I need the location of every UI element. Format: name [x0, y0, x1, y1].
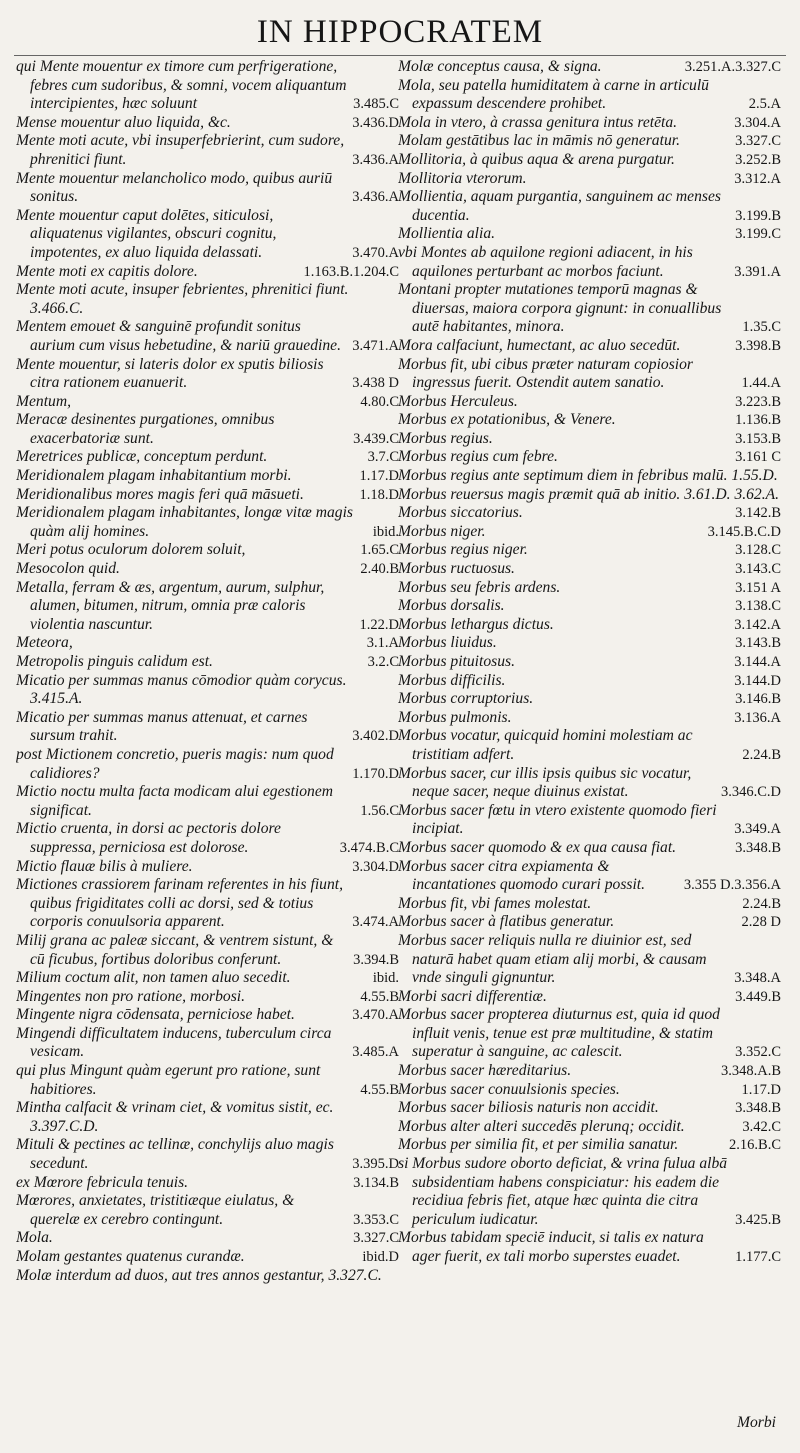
index-entry [398, 1099, 781, 1118]
entry-text: Meteora, [16, 634, 73, 652]
index-entry [16, 486, 399, 505]
index-entry [398, 765, 781, 802]
entry-reference: 3.391.A [734, 263, 781, 280]
entry-text: Meridionalem plagam inhabitantes, longæ vitæ magis quàm alij homines. [16, 504, 353, 540]
entry-reference: 3.1.A [366, 635, 399, 652]
entry-reference: 3.144.A [734, 654, 781, 670]
index-entry [16, 411, 399, 448]
index-entry [398, 523, 781, 542]
entry-text: Mituli & pectines ac tellinæ, conchylijs aluo magis secedunt. [16, 1136, 334, 1173]
entry-reference: 2.28 D [741, 914, 781, 931]
entry-reference: 3.394.B [353, 951, 399, 968]
entry-text: Morbus Herculeus. [398, 392, 518, 410]
entry-reference: 3.348.A [734, 970, 781, 987]
entry-text: Mentum, [16, 392, 71, 410]
index-entry [398, 839, 781, 858]
index-entry [398, 486, 781, 505]
entry-text: Morbus sacer hæreditarius. [398, 1062, 572, 1080]
entry-reference: 3.327.C [735, 133, 781, 150]
entry-reference: 3.304.D [352, 858, 399, 875]
index-entry [16, 783, 399, 820]
entry-text: Mintha calfacit & vrinam ciet, & vomitus sistit, ec. 3.397.C.D. [16, 1099, 334, 1135]
entry-reference: 4.55.B [360, 988, 399, 1005]
entry-reference: 3.199.C [735, 226, 781, 243]
index-entry [398, 1229, 781, 1266]
entry-text: Morbus sacer à flatibus generatur. [398, 913, 615, 931]
entry-text: vbi Montes ab aquilone regioni adiacent, in his aquilones perturbant ac morbos faciunt. [398, 243, 693, 280]
entry-reference: 3.151 A [735, 579, 781, 596]
entry-text: Morbus reuersus magis præmit quā ab initio. 3.61.D. 3.62.A. [398, 485, 780, 503]
entry-text: Mingente nigra cōdensata, perniciose habet. [16, 1006, 295, 1024]
page-title: IN HIPPOCRATEM [256, 14, 544, 50]
entry-text: Morbi sacri differentiæ. [398, 987, 547, 1005]
entry-reference: 1.170.D [352, 765, 399, 782]
entry-reference: 2.24.B [742, 895, 781, 912]
entry-text: Mola in vtero, à crassa genitura intus retēta. [398, 113, 678, 131]
entry-reference: ibid. [372, 970, 399, 987]
entry-text: Molam gestātibus lac in māmis nō generatur. [398, 132, 680, 150]
entry-reference: 2.5.A [748, 96, 781, 113]
index-entry [398, 356, 781, 393]
entry-reference: 3.304.A [734, 114, 781, 131]
entry-reference: 1.17.D [741, 1081, 781, 1098]
index-entry [16, 318, 399, 355]
index-entry [16, 504, 399, 541]
entry-text: Morbus corruptorius. [398, 690, 534, 708]
entry-text: Mictio cruenta, in dorsi ac pectoris dolore suppressa, perniciosa est dolorose. [16, 820, 281, 856]
entry-text: Morbus regius niger. [398, 541, 528, 559]
entry-reference: 3.223.B [735, 393, 781, 410]
entry-reference: 3.134.B [353, 1174, 399, 1191]
entry-reference: 3.146.B [735, 691, 781, 708]
entry-text: Morbus ex potationibus, & Venere. [398, 411, 616, 429]
entry-text: Morbus regius. [398, 429, 493, 447]
index-entry [16, 1192, 399, 1229]
index-entry [16, 1099, 399, 1136]
entry-reference: 3.398.B [735, 337, 781, 354]
index-entry [398, 411, 781, 430]
index-entry [398, 895, 781, 914]
index-entry [398, 579, 781, 598]
entry-reference: 3.353.C [353, 1211, 399, 1228]
entry-reference: 1.56.C [360, 802, 399, 819]
entry-reference: 3.425.B [735, 1211, 781, 1228]
entry-text: ex Mœrore febricula tenuis. [16, 1173, 189, 1191]
entry-text: Micatio per summas manus cōmodior quàm corycus. 3.415.A. [16, 671, 347, 708]
index-entry [398, 337, 781, 356]
entry-text: Molam gestantes quatenus curandæ. [16, 1248, 245, 1265]
index-entry [398, 504, 781, 523]
entry-text: si Morbus sudore oborto deficiat, & vrina fulua albā subsidentiam habens conspiciatur: his eadem die recidiua febris fiet, atque hæc quinta die citra periculum iudicatur. [398, 1155, 728, 1228]
entry-text: Morbus sacer reliquis nulla re diuinior est, sed naturā habet quam etiam alij morbi, & causam vnde singuli gignuntur. [398, 931, 707, 987]
index-entry [16, 263, 399, 282]
index-entry [16, 132, 399, 169]
entry-text: Mola. [16, 1229, 53, 1247]
entry-text: Morbus regius cum febre. [398, 448, 558, 466]
index-entry [16, 1136, 399, 1173]
entry-reference: 4.80.C [360, 393, 399, 410]
entry-reference: 1.136.B [735, 412, 781, 429]
index-entry [398, 597, 781, 616]
entry-text: Metalla, ferram & æs, argentum, aurum, sulphur, alumen, bitumen, nitrum, omnia præ caloris violentia nascuntur. [16, 578, 325, 633]
entry-text: Mense mouentur aluo liquida, &c. [16, 113, 231, 131]
index-entry [398, 988, 781, 1007]
entry-reference: 3.348.B [735, 839, 781, 856]
entry-text: Morbus pulmonis. [398, 708, 512, 726]
index-column-right [398, 58, 781, 1438]
index-entry [398, 114, 781, 133]
entry-reference: 3.143.C [735, 561, 781, 578]
entry-reference: 3.153.B [735, 430, 781, 447]
entry-reference: 3.143.B [735, 635, 781, 652]
index-column-left [16, 58, 399, 1438]
index-entry [16, 876, 399, 932]
index-entry [16, 207, 399, 263]
entry-text: Metropolis pinguis calidum est. [16, 653, 213, 670]
index-entry [16, 672, 399, 709]
entry-text: Mente moti acute, vbi insuperfebrierint, cum sudore, phrenitici fiunt. [16, 132, 345, 168]
index-entry [398, 913, 781, 932]
entry-text: Morbus sacer biliosis naturis non accidit. [398, 1099, 659, 1117]
entry-text: Meridionalem plagam inhabitantium morbi. [16, 467, 292, 485]
index-entry [398, 709, 781, 728]
index-entry [16, 1267, 399, 1286]
entry-reference: 3.471.A [352, 337, 399, 354]
entry-text: Micatio per summas manus attenuat, et carnes sursum trahit. [16, 708, 308, 745]
entry-text: Mingentes non pro ratione, morbosi. [16, 987, 245, 1005]
entry-text: Molæ conceptus causa, & signa. [398, 58, 602, 75]
entry-reference: 1.65.C [360, 542, 399, 559]
entry-text: Mente mouentur melancholico modo, quibus auriū sonitus. [16, 169, 333, 206]
entry-text: Morbus alter alteri succedēs plerunq; occidit. [398, 1117, 685, 1135]
entry-text: Mingendi difficultatem inducens, tuberculum circa vesicam. [16, 1024, 332, 1061]
index-entry [398, 132, 781, 151]
entry-reference: 1.177.C [735, 1249, 781, 1265]
entry-text: Meridionalibus mores magis feri quā māsueti. [16, 485, 304, 503]
entry-reference: 3.436.A [352, 189, 399, 206]
index-entry [16, 746, 399, 783]
index-entry [16, 932, 399, 969]
index-entry [398, 393, 781, 412]
entry-reference: 3.449.B [735, 988, 781, 1005]
index-entry [16, 560, 399, 579]
entry-text: Mollientia alia. [398, 225, 496, 243]
index-entry [398, 467, 781, 486]
entry-reference: 3.474.B.C [339, 839, 399, 856]
entry-reference: ibid. [372, 523, 399, 540]
index-entry [398, 690, 781, 709]
entry-text: Mola, seu patella humiditatem à carne in articulū expassum descendere prohibet. [398, 76, 709, 113]
index-entry [16, 1229, 399, 1248]
entry-reference: 3.144.D [734, 672, 781, 689]
entry-text: Milium coctum alit, non tamen aluo secedit. [16, 969, 291, 987]
header-rule [14, 55, 786, 56]
index-entry [16, 114, 399, 133]
entry-text: Morbus vocatur, quicquid homini molestiam ac tristitiam adfert. [398, 727, 693, 763]
index-entry [398, 802, 781, 839]
entry-reference: 3.348.B [735, 1100, 781, 1117]
entry-reference: 4.55.B [360, 1081, 399, 1098]
entry-reference: 3.7.C [367, 449, 399, 466]
entry-text: post Mictionem concretio, pueris magis: num quod calidiores? [16, 745, 334, 782]
entry-text: Morbus sacer propterea diuturnus est, quia id quod influit venis, tenue est præ multitudine, & statim superatur à sanguine, ac calescit. [398, 1006, 720, 1061]
entry-reference: 3.327.C [353, 1230, 399, 1247]
entry-text: Morbus difficilis. [398, 671, 506, 689]
index-entry [16, 653, 399, 672]
entry-text: Morbus siccatorius. [398, 504, 523, 522]
index-entry [398, 616, 781, 635]
entry-reference: 3.199.B [735, 207, 781, 224]
entry-reference: 3.470.A [352, 1007, 399, 1024]
index-entry [398, 541, 781, 560]
entry-reference: 3.142.A [734, 616, 781, 633]
entry-reference: 3.438 D [352, 375, 399, 392]
entry-reference: 3.161 C [735, 449, 781, 466]
index-entry [398, 1155, 781, 1229]
index-entry [16, 1062, 399, 1099]
entry-reference: 3.352.C [735, 1044, 781, 1061]
entry-reference: 3.252.B [735, 151, 781, 168]
entry-reference: 1.163.B.1.204.C [303, 263, 399, 280]
index-entry [16, 170, 399, 207]
entry-reference: 1.44.A [741, 375, 781, 392]
entry-text: Mictio noctu multa facta modicam alui egestionem significat. [16, 783, 334, 819]
entry-reference: 3.145.B.C.D [707, 523, 781, 540]
entry-reference: 3.436.A [352, 151, 399, 168]
entry-text: Morbus lethargus dictus. [398, 615, 554, 633]
index-entry [398, 653, 781, 672]
entry-text: Morbus regius ante septimum diem in febribus malū. 1.55.D. [398, 467, 778, 485]
entry-text: Morbus fit, ubi cibus præter naturam copiosior ingressus fuerit. Ostendit autem sanatio. [398, 355, 693, 392]
entry-reference: 3.485.A [352, 1044, 399, 1061]
index-entry [398, 151, 781, 170]
entry-text: Morbus dorsalis. [398, 597, 505, 615]
index-entry [16, 1248, 399, 1267]
index-entry [16, 858, 399, 877]
entry-text: Morbus niger. [398, 522, 486, 540]
entry-reference: 3.251.A.3.327.C [684, 59, 781, 75]
index-entry [398, 858, 781, 895]
entry-text: Morbus sacer citra expiamenta & incantationes quomodo curari possit. [398, 857, 646, 894]
index-entry [398, 1006, 781, 1062]
entry-text: Mora calfaciunt, humectant, ac aluo secedūt. [398, 336, 681, 354]
entry-reference: 3.346.C.D [720, 784, 781, 801]
entry-text: qui Mente mouentur ex timore cum perfrigeratione, febres cum sudoribus, & somni, vocem aliquantum intercipientes, hæc soluunt [16, 58, 347, 113]
index-entry [398, 1062, 781, 1081]
entry-text: Mente mouentur caput dolētes, siticulosi, aliquatenus vigilantes, obscuri cognitu, impotentes, ex aluo liquida delassati. [16, 206, 277, 261]
entry-reference: 2.40.B [360, 561, 399, 578]
index-entry [16, 988, 399, 1007]
catchword: Morbi [737, 1414, 776, 1431]
entry-text: Morbus sacer fœtu in vtero existente quomodo fieri incipiat. [398, 801, 717, 838]
index-entry [398, 77, 781, 114]
index-entry [398, 672, 781, 691]
entry-text: Morbus ructuosus. [398, 560, 515, 578]
index-entry [398, 188, 781, 225]
entry-reference: 3.348.A.B [720, 1063, 781, 1080]
entry-text: Mente moti acute, insuper febrientes, phrenitici fiunt. 3.466.C. [16, 281, 349, 317]
entry-reference: 3.349.A [734, 821, 781, 838]
index-entry [398, 170, 781, 189]
entry-text: Morbus fit, vbi fames molestat. [398, 894, 592, 912]
entry-text: Mentem emouet & sanguinē profundit sonitus aurium cum visus hebetudine, & nariū grauedine. [16, 318, 341, 354]
index-entry [398, 1118, 781, 1137]
entry-text: Montani propter mutationes temporū magnas & diuersas, maiora corpora gignunt: in conuallibus autē habitantes, minora. [398, 281, 722, 336]
entry-text: Morbus sacer conuulsionis species. [398, 1080, 620, 1098]
index-entry [398, 560, 781, 579]
entry-reference: 1.22.D [359, 616, 399, 633]
index-entry [16, 634, 399, 653]
entry-text: Meri potus oculorum dolorem soluit, [16, 541, 246, 559]
entry-reference: 3.436.D [352, 114, 399, 131]
index-entry [16, 448, 399, 467]
entry-text: Mollientia, aquam purgantia, sanguinem ac menses ducentia. [398, 188, 721, 224]
index-entry [16, 393, 399, 412]
index-entry [398, 58, 781, 77]
entry-reference: 3.42.C [742, 1118, 781, 1135]
entry-reference: 3.485.C [353, 96, 399, 113]
entry-text: Mollitoria, à quibus aqua & arena purgatur. [398, 150, 675, 168]
index-entry [16, 709, 399, 746]
index-entry [16, 58, 399, 114]
index-entry [16, 820, 399, 857]
entry-text: qui plus Mingunt quàm egerunt pro ratione, sunt habitiores. [16, 1062, 321, 1098]
entry-text: Morbus tabidam speciē inducit, si talis ex natura ager fuerit, ex tali morbo superstes euadet. [398, 1229, 704, 1265]
entry-reference: 3.2.C [367, 654, 399, 670]
entry-text: Molæ interdum ad duos, aut tres annos gestantur, 3.327.C. [16, 1266, 382, 1284]
entry-reference: 2.24.B [742, 746, 781, 763]
index-entry [16, 541, 399, 560]
entry-text: Milij grana ac paleæ siccant, & ventrem sistunt, & cū ficubus, fortibus doloribus conferunt. [16, 931, 334, 968]
entry-text: Meracæ desinentes purgationes, omnibus exacerbatoriæ sunt. [16, 411, 275, 447]
entry-reference: 1.35.C [742, 319, 781, 336]
entry-reference: ibid.D [362, 1249, 399, 1265]
entry-text: Morbus liuidus. [398, 634, 497, 652]
entry-reference: 2.16.B.C [729, 1137, 781, 1154]
entry-text: Morbus pituitosus. [398, 653, 515, 670]
index-entry [16, 1006, 399, 1025]
entry-reference: 3.136.A [734, 709, 781, 726]
entry-reference: 3.142.B [735, 505, 781, 522]
index-entry [16, 356, 399, 393]
index-entry [16, 1174, 399, 1193]
index-entry [398, 1081, 781, 1100]
entry-reference: 3.138.C [735, 598, 781, 615]
entry-text: Mesocolon quid. [16, 560, 120, 578]
index-entry [16, 579, 399, 635]
index-entry [16, 281, 399, 318]
entry-reference: 1.18.D [359, 486, 399, 503]
entry-text: Mente mouentur, si lateris dolor ex sputis biliosis citra rationem euanuerit. [16, 355, 324, 392]
entry-text: Mente moti ex capitis dolore. [16, 262, 198, 280]
entry-reference: 3.474.A [352, 914, 399, 931]
entry-reference: 3.128.C [735, 542, 781, 559]
index-entry [398, 225, 781, 244]
entry-text: Mœrores, anxietates, tristitiæque eiulatus, & querelæ ex cerebro contingunt. [16, 1192, 295, 1228]
entry-reference: 3.470.A [352, 244, 399, 261]
index-entry [16, 1025, 399, 1062]
entry-reference: 3.439.C [353, 430, 399, 447]
index-entry [398, 281, 781, 337]
index-entry [16, 467, 399, 486]
entry-reference: 1.17.D [359, 468, 399, 485]
index-entry [398, 448, 781, 467]
entry-text: Meretrices publicæ, conceptum perdunt. [16, 448, 268, 466]
entry-text: Mictiones crassiorem farinam referentes in his fiunt, quibus frigiditates colli ac dorsi, sed & totius corporis conuulsoria apparent. [16, 876, 344, 931]
index-entry [398, 1136, 781, 1155]
index-entry [398, 244, 781, 281]
entry-text: Mictio flauæ bilis à muliere. [16, 857, 193, 875]
entry-text: Morbus per similia fit, et per similia sanatur. [398, 1136, 679, 1154]
index-entry [398, 634, 781, 653]
entry-reference: 3.355 D.3.356.A [683, 877, 781, 894]
entry-reference: 3.312.A [734, 170, 781, 187]
entry-text: Morbus sacer quomodo & ex qua causa fiat. [398, 838, 677, 856]
index-entry [398, 932, 781, 988]
index-entry [16, 969, 399, 988]
entry-reference: 3.395.D [352, 1156, 399, 1173]
entry-reference: 3.402.D [352, 728, 399, 745]
entry-text: Morbus seu febris ardens. [398, 578, 561, 596]
index-entry [398, 430, 781, 449]
entry-text: Mollitoria vterorum. [398, 169, 527, 187]
index-entry [398, 727, 781, 764]
entry-text: Morbus sacer, cur illis ipsis quibus sic vocatur, neque sacer, neque diuinus existat. [398, 764, 692, 801]
